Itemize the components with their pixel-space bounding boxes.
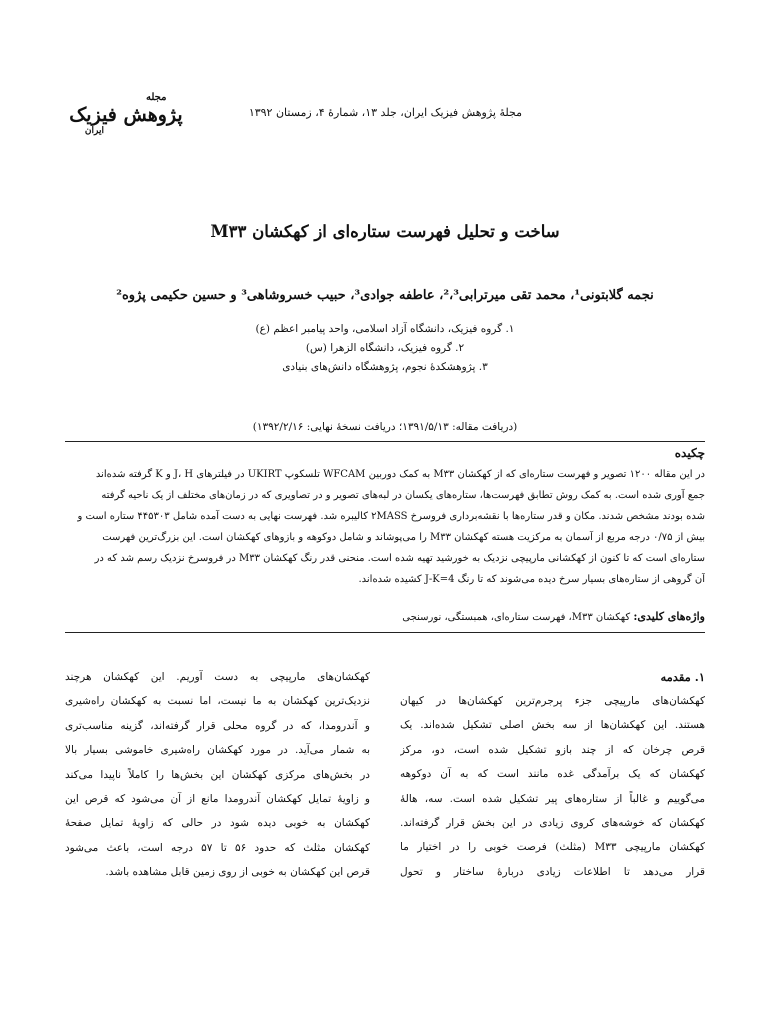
affiliation-line: ۲. گروه فیزیک، دانشگاه الزهرا (س) [305, 342, 465, 354]
abstract-line: ستاره‌ای است که تا کنون از کهکشانی مارپیچی نزدیک به خورشید تهیه شده است. منحنی قدر رنگ کهکشان M۳۳ در فروسرخ نزدیک رسم شد که در [94, 553, 705, 564]
abstract-heading: چکیده [674, 446, 705, 460]
paragraph-line: هستند. این کهکشان‌ها از سه بخش اصلی تشکیل شده‌اند. یک [400, 719, 705, 732]
paragraph-line: می‌گوییم و غالباً از ستاره‌های پیر تشکیل شده است. سه، هالهٔ [400, 792, 705, 805]
article-title: ساخت و تحلیل فهرست ستاره‌ای از کهکشان M۳۳ [210, 222, 560, 241]
abstract-line: بیش از ۰/۷۵ درجه مربع از آسمان به مرکزیت هسته کهکشان M۳۳ را می‌پوشاند و شامل دوکوهه و بازوهای کهکشان است. این بزرگ‌ترین فهرست [102, 532, 705, 543]
paragraph-line: کهکشان که خوشه‌های کروی زیادی در این بخش قرار گرفته‌اند. [400, 817, 705, 830]
body-column-right [400, 665, 705, 884]
paragraph-line: قرص این کهکشان به خوبی از روی زمین قابل مشاهده باشد. [105, 866, 370, 879]
paragraph-line: قرار می‌دهد تا اطلاعات زیادی دربارهٔ ساختار و تحول [400, 865, 705, 878]
affiliation-line: ۳. پژوهشکدهٔ نجوم، پژوهشگاه دانش‌های بنیادی [282, 361, 488, 373]
article-authors: نجمه گلابتونی¹، محمد تقی میرترابی²،³، عاطفه جوادی³، حبیب خسروشاهی³ و حسین حکیمی پژوه² [116, 288, 654, 303]
keywords-label: واژه‌های کلیدی: [633, 610, 705, 623]
abstract-body [65, 464, 705, 590]
journal-logo [62, 92, 190, 140]
body-column-left [65, 665, 370, 885]
logo-bottom-text: ایران [84, 126, 104, 136]
keywords [65, 610, 705, 623]
paragraph-line: به شمار می‌آید. در مورد کهکشان راه‌شیری خاموشی بسیار بالا [65, 744, 370, 757]
abstract-line: آن گروهی از ستاره‌های بسیار سرخ دیده می‌شوند که تا رنگ J-K=4 کشیده شده‌اند. [358, 574, 705, 585]
journal-info: مجلهٔ پژوهش فیزیک ایران، جلد ۱۳، شمارهٔ ۴، زمستان ۱۳۹۲ [248, 106, 522, 119]
paragraph-line: کهکشان مارپیچی M۳۳ (مثلث) فرصت خوبی را در اختیار ما [400, 841, 705, 854]
logo-main-text: پژوهش فیزیک [69, 104, 183, 126]
received-dates: (دریافت مقاله: ۱۳۹۱/۵/۱۳؛ دریافت نسخهٔ نهایی: ۱۳۹۲/۲/۱۶) [252, 421, 518, 433]
paragraph-line: کهکشان‌های مارپیچی به دست آوریم. این کهکشان هرچند [65, 671, 370, 683]
paragraph-line: و زاویهٔ تمایل کهکشان آندرومدا مانع از آن می‌شود که قرص این [65, 793, 370, 806]
abstract-line: در این مقاله ۱۲۰۰ تصویر و فهرست ستاره‌ای که از کهکشان M۳۳ به کمک دوربین WFCAM تلسکوپ UKIRT در فیلترهای J، H و K گرفته شده‌اند [95, 469, 705, 480]
paragraph-line: و آندرومدا، که در گروه محلی قرار گرفته‌اند، گزینه مناسب‌تری [65, 719, 370, 732]
paragraph-line: کهکشان به خوبی دیده شود در حالی که زاویهٔ تمایل صفحهٔ [65, 817, 370, 830]
keywords-text: کهکشان M۳۳، فهرست ستاره‌ای، همبستگی، نورسنجی [402, 612, 631, 623]
paragraph-line: نزدیک‌ترین کهکشان به ما نیست، اما نسبت به کهکشان راه‌شیری [65, 695, 370, 708]
abstract-top-rule [65, 441, 705, 442]
paragraph-line: قرص چرخان که از چند بازو تشکیل شده است، دو، مرکز [400, 743, 705, 756]
abstract-line: شده بودند مشخص شدند. مکان و قدر ستاره‌ها با نقشه‌برداری فروسرخ ۲MASS کالیبره شد. فهرست نهایی به دست آمده شامل ۴۴۵۳۰۳ ستاره است و [77, 511, 705, 522]
affiliation-line: ۱. گروه فیزیک، دانشگاه آزاد اسلامی، واحد پیامبر اعظم (ع) [255, 323, 515, 335]
abstract-line: جمع آوری شده است. به کمک روش تطابق فهرست‌ها، ستاره‌های یکسان در لبه‌های تصویر و در تصاویری که در زمان‌های مختلف از یک ناحیه گرفته [101, 490, 705, 501]
affiliations [0, 320, 770, 377]
logo-top-text: مجله [146, 92, 167, 103]
paragraph-line: کهکشان مثلث که حدود ۵۶ تا ۵۷ درجه است، باعث می‌شود [65, 841, 370, 854]
paragraph-line: در بخش‌های مرکزی کهکشان این بخش‌ها را کاملاً ناپیدا می‌کند [65, 768, 370, 781]
paragraph-line: کهکشان‌های مارپیچی جزء پرجرم‌ترین کهکشان‌ها در کیهان [400, 695, 705, 707]
abstract-bottom-rule [65, 632, 705, 633]
section-heading: ۱. مقدمه [660, 670, 705, 684]
paragraph-line: کهکشان که یک برآمدگی غده مانند است که به آن دوکوهه [400, 768, 705, 781]
